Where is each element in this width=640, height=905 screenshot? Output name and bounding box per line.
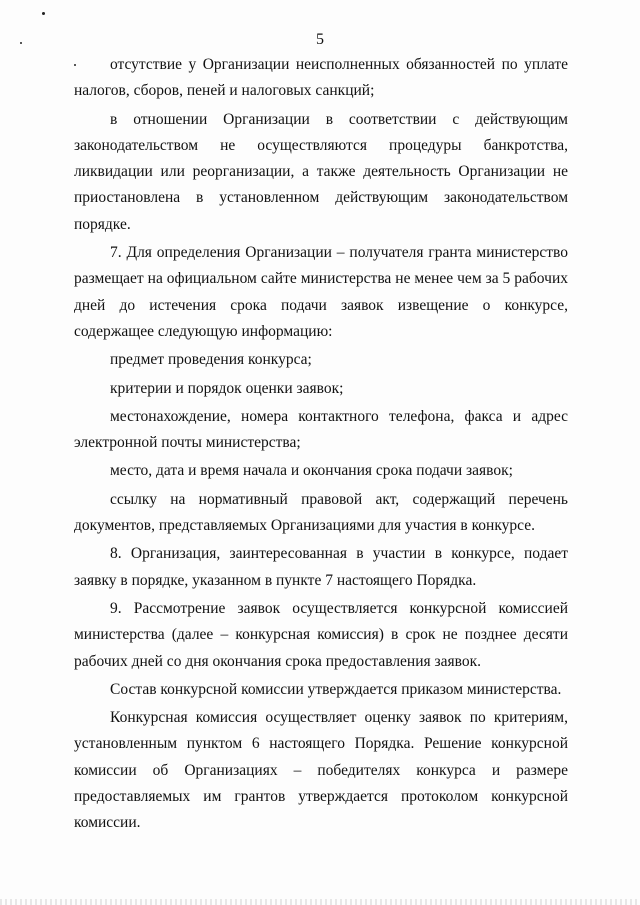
scan-edge bbox=[0, 899, 640, 905]
paragraph-item-8: 8. Организация, заинтересованная в участии в конкурсе, подает заявку в порядке, указанном в пункте 7 настоящего Порядка. bbox=[74, 545, 568, 589]
paragraph-commission-composition: Состав конкурсной комиссии утверждается приказом министерства. bbox=[110, 680, 562, 698]
paragraph-tax-obligations: отсутствие у Организации неисполненных обязанностей по уплате налогов, сборов, пеней и налоговых санкций; bbox=[74, 56, 568, 100]
page-number: 5 bbox=[316, 31, 324, 48]
list-item-deadlines: место, дата и время начала и окончания срока подачи заявок; bbox=[110, 462, 513, 480]
paragraph-item-9: 9. Рассмотрение заявок осуществляется конкурсной комиссией министерства (далее – конкурсная комиссия) в срок не позднее десяти рабочих дней со дня окончания срока предоставления заявок. bbox=[74, 599, 568, 670]
paragraph-bankruptcy: в отношении Организации в соответствии с действующим законодательством не осуществляются процедуры банкротства, ликвидации или реорганизации, а также деятельность Организации не приостановлена в установленном действующим законодательством порядке. bbox=[74, 110, 568, 233]
paragraph-commission-evaluation: Конкурсная комиссия осуществляет оценку заявок по критериям, установленным пунктом 6 настоящего Порядка. Решение конкурсной комиссии об Организациях – победителях конкурса и размере предоставляемых им грантов утверждается протоколом конкурсной комиссии. bbox=[74, 709, 568, 832]
list-item-legal-act: ссылку на нормативный правовой акт, содержащий перечень документов, представляемых Организациями для участия в конкурсе. bbox=[74, 490, 568, 535]
list-item-criteria: критерии и порядок оценки заявок; bbox=[110, 379, 344, 397]
document-body bbox=[74, 52, 568, 837]
list-item-subject: предмет проведения конкурса; bbox=[110, 351, 312, 369]
scan-speck bbox=[42, 12, 45, 15]
paragraph-item-7: 7. Для определения Организации – получателя гранта министерство размещает на официальном сайте министерства не менее чем за 5 рабочих дней до истечения срока подачи заявок извещение о конкурсе, содержащее следующую информацию: bbox=[74, 244, 568, 340]
list-item-contacts: местонахождение, номера контактного телефона, факса и адрес электронной почты министерства; bbox=[74, 407, 568, 452]
